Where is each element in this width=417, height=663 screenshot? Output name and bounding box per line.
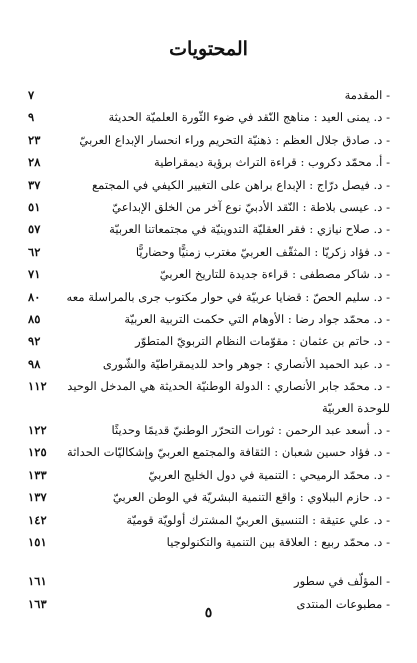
- toc-entry-page: ١٥١: [28, 535, 47, 550]
- toc-entry: [28, 308, 390, 330]
- toc-entry: [28, 486, 390, 508]
- toc-entry: [28, 353, 390, 375]
- page-title: المحتويات: [169, 38, 248, 60]
- toc-entry-page: ٢٣: [28, 132, 41, 147]
- toc-entry: [28, 196, 390, 218]
- toc-entry: [28, 464, 390, 486]
- page-number: ٥: [204, 605, 213, 621]
- toc-entry-title: - د. محمّد جابر الأنصاري : الدولة الوطنيّة الحديثة هي المدخل الوحيد للوحدة العربيّة: [67, 379, 390, 416]
- toc-entry-title: - د. فؤاد زكريّا : المثقّف العربيّ مغترب زمنيًّا وحضاريًّا: [135, 244, 390, 259]
- toc-entry-page: ٧: [28, 88, 35, 102]
- toc-entry-title: - المؤلّف في سطور: [294, 574, 390, 589]
- toc-entry-page: ٩: [28, 110, 35, 125]
- toc-entry-title: - د. يمنى العيد : مناهج النّقد في ضوء الثّورة العلميّة الحديثة: [108, 110, 390, 125]
- toc-entry-title: - د. عيسى بلاطة : النّقد الأدبيّ نوع آخر من الخلق الإبداعيّ: [112, 199, 390, 214]
- toc-entry-page: ١٦٣: [28, 596, 47, 611]
- toc-entry: [28, 129, 390, 151]
- toc-entry: [28, 441, 390, 463]
- toc-entry-title: - د. حاتم بن عثمان : مقوّمات النظام التربويّ المتطوّر: [135, 334, 390, 349]
- toc-entry-page: ٧١: [28, 267, 41, 282]
- toc-entry-title: - د. صلاح نيازي : فقر العقليّة التدوينيّة في مجتمعاتنا العربيّة: [109, 222, 390, 237]
- toc-entry: [28, 509, 390, 531]
- toc-entry: [28, 375, 390, 419]
- toc-entry-page: ٨٥: [28, 311, 41, 326]
- toc-entry-page: ١٣٣: [28, 467, 47, 482]
- toc-entry-page: ١٣٧: [28, 490, 47, 505]
- toc-entry: [28, 106, 390, 128]
- toc-entry-title: - مطبوعات المنتدى: [296, 596, 390, 611]
- table-of-contents: [28, 84, 390, 615]
- toc-entry-title: - د. سليم الحصّ : قضايا عربيّة في حوار مكتوب جرى بالمراسلة معه: [66, 289, 390, 304]
- toc-entry-title: - د. فيصل درّاج : الإبداع براهن على التغيير الكيفي في المجتمع: [92, 177, 390, 192]
- toc-entry: [28, 218, 390, 240]
- toc-entry-page: ٥١: [28, 199, 41, 214]
- toc-entry-title: - د. عبد الحميد الأنصاري : جوهر واحد للديمقراطيّة والشّورى: [102, 356, 390, 371]
- toc-entry-page: ٢٨: [28, 155, 41, 170]
- toc-entry-page: ١٢٥: [28, 445, 47, 460]
- toc-entry-title: - د. علي عتيقة : التنسيق العربيّ المشترك أولويّة قوميّة: [126, 512, 390, 527]
- toc-entry-title: - د. حازم الببلاوي : واقع التنمية البشريّة في الوطن العربيّ: [112, 490, 390, 505]
- toc-entry-page: ٩٨: [28, 356, 41, 371]
- toc-entry-page: ٦٢: [28, 244, 41, 259]
- toc-entry-page: ١٤٢: [28, 512, 47, 527]
- toc-entry-page: ١٦١: [28, 574, 47, 589]
- toc-entry: [28, 174, 390, 196]
- toc-entry-title: - د. صادق جلال العظم : ذهنيّة التحريم وراء انحسار الإبداع العربيّ: [79, 132, 390, 147]
- toc-entry: [28, 84, 390, 106]
- toc-entry: [28, 419, 390, 441]
- toc-entry-title: - د. محمّد ربيع : العلاقة بين التنمية والتكنولوجيا: [166, 535, 390, 550]
- toc-entry: [28, 286, 390, 308]
- toc-entry-title: - المقدمة: [344, 88, 390, 102]
- toc-entry: [28, 531, 390, 553]
- toc-entry: [28, 241, 390, 263]
- toc-entry-title: - د. أسعد عبد الرحمن : ثورات التحرّر الوطنيّ قديمًا وحديثًا: [111, 423, 390, 438]
- toc-entry-page: ١١٢: [28, 379, 47, 394]
- toc-entry-page: ٣٧: [28, 177, 41, 192]
- toc-entry: [28, 330, 390, 352]
- toc-entry: [28, 151, 390, 173]
- toc-entry-page: ٩٢: [28, 334, 41, 349]
- toc-entry: [28, 263, 390, 285]
- toc-entry-title: - د. فؤاد حسين شعبان : الثقافة والمجتمع العربيّ وإشكاليّات الحداثة: [66, 445, 390, 460]
- toc-entry: [28, 570, 390, 592]
- toc-entry-page: ٨٠: [28, 289, 41, 304]
- toc-entry-title: - د. شاكر مصطفى : قراءة جديدة للتاريخ العربيّ: [159, 267, 390, 282]
- toc-entry-page: ٥٧: [28, 222, 41, 237]
- toc-entry-title: - د. محمّد الرميحي : التنمية في دول الخليج العربيّ: [148, 467, 390, 482]
- toc-entry-title: - أ. محمّد دكروب : قراءة التراث برؤية ديمقراطية: [154, 155, 390, 170]
- toc-entry-title: - د. محمّد جواد رضا : الأوهام التي حكمت التربية العربيّة: [124, 311, 390, 326]
- toc-entry-page: ١٢٢: [28, 423, 47, 438]
